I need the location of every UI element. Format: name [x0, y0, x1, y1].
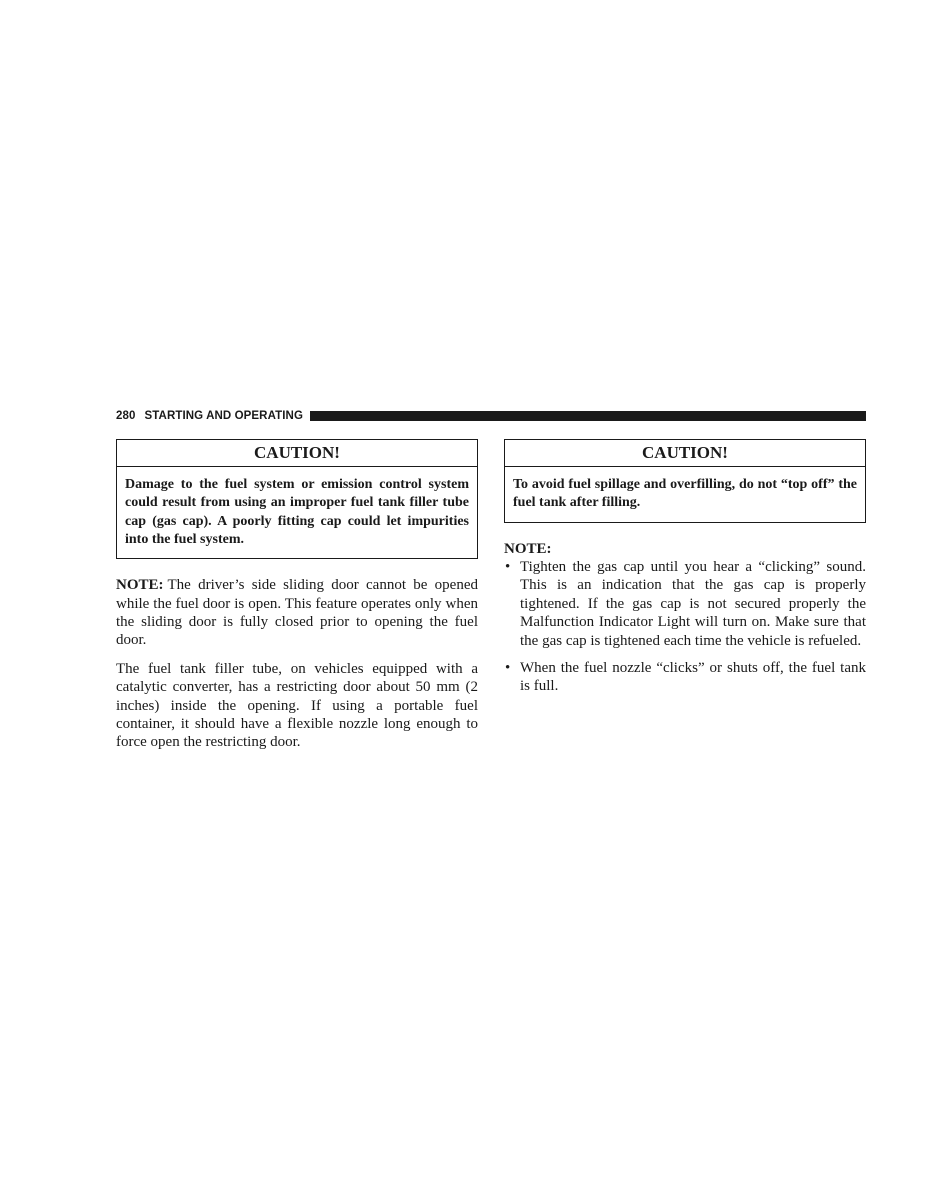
page-header	[116, 409, 866, 423]
caution-title: CAUTION!	[117, 440, 477, 467]
note-text: The driver’s side sliding door cannot be opened while the fuel door is open. This feature operates only when the sliding door is fully closed prior to opening the fuel door.	[116, 577, 478, 649]
note-label: NOTE:	[116, 577, 164, 594]
section-title: STARTING AND OPERATING	[144, 410, 304, 422]
caution-body: Damage to the fuel system or emission control system could result from using an improper fuel tank filler tube cap (gas cap). A poorly fitting cap could let impurities into the fuel system.	[125, 477, 469, 547]
caution-title: CAUTION!	[505, 440, 865, 467]
caution-body: To avoid fuel spillage and overfilling, do not “top off” the fuel tank after filling.	[513, 477, 857, 511]
note-bullet-list	[504, 558, 866, 696]
list-item	[504, 659, 866, 696]
paragraph-filler-tube: The fuel tank filler tube, on vehicles equipped with a catalytic converter, has a restricting door about 50 mm (2 inches) inside the opening. If using a portable fuel container, it should have a flexible nozzle long enough to force open the restricting door.	[116, 660, 478, 751]
left-column	[116, 439, 478, 752]
note-label: NOTE:	[504, 540, 552, 557]
header-rule	[310, 411, 866, 421]
bullet-icon: •	[505, 660, 511, 677]
bullet-icon: •	[505, 559, 511, 575]
page-number: 280	[116, 410, 136, 422]
note-sliding-door	[116, 576, 478, 650]
list-item	[504, 558, 866, 650]
list-item-text: When the fuel nozzle “clicks” or shuts off, the fuel tank is full.	[520, 660, 866, 695]
caution-box-overfilling	[504, 439, 866, 523]
right-column	[504, 439, 866, 696]
list-item-text: Tighten the gas cap until you hear a “clicking” sound. This is an indication that the gas cap is properly tightened. If the gas cap is not secured properly the Malfunction Indicator Light will turn on. Make sure that the gas cap is tightened each time the vehicle is refueled.	[520, 559, 866, 649]
caution-box-fuel-cap	[116, 439, 478, 559]
